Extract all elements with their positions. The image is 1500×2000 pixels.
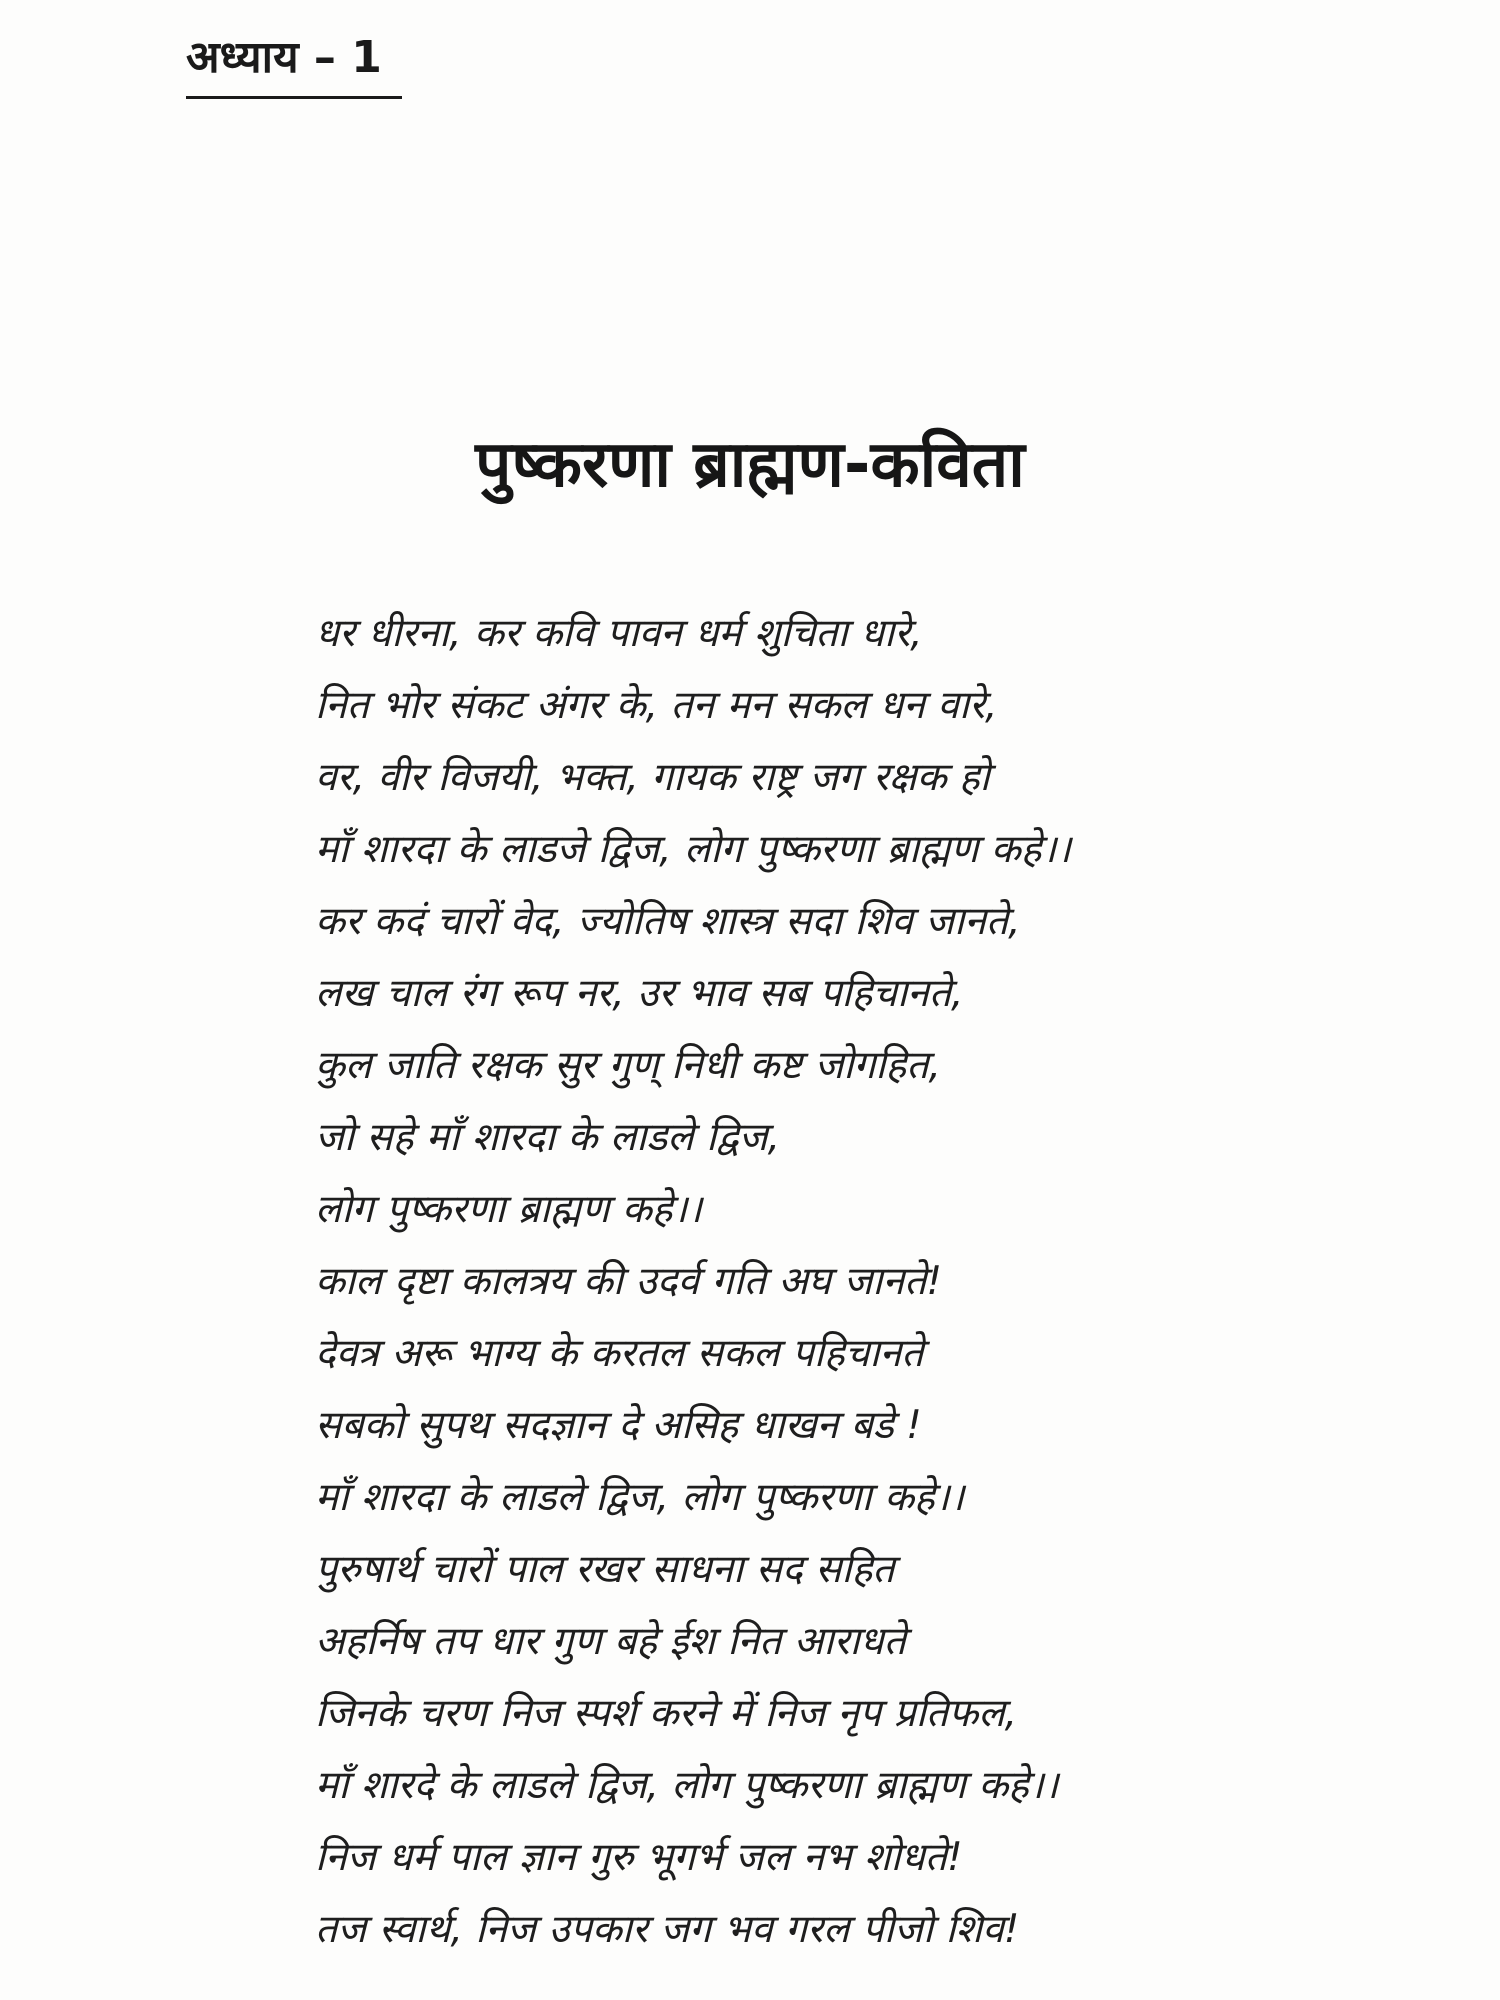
poem-line: जिनके चरण निज स्पर्श करने में निज नृप प्रतिफल,: [315, 1691, 1018, 1736]
poem-line: कुल जाति रक्षक सुर गुण् निधी कष्ट जोगहित,: [315, 1043, 941, 1088]
poem-line: पुरुषार्थ चारों पाल रखर साधना सद सहित: [315, 1547, 895, 1592]
poem-title: पुष्करणा ब्राह्मण-कविता: [475, 428, 1025, 502]
poem-line: जो सहे माँ शारदा के लाडले द्विज,: [315, 1115, 780, 1160]
poem-line: सबको सुपथ सदज्ञान दे असिह धाखन बडे !: [315, 1403, 922, 1448]
chapter-underline: [186, 96, 402, 99]
poem-line: तज स्वार्थ, निज उपकार जग भव गरल पीजो शिव!: [315, 1907, 1020, 1952]
poem-line: माँ शारदा के लाडले द्विज, लोग पुष्करणा कहे।।: [315, 1475, 965, 1520]
poem-line: देवत्र अरू भाग्य के करतल सकल पहिचानते: [315, 1331, 924, 1376]
poem-line: नित भोर संकट अंगर के, तन मन सकल धन वारे,: [315, 683, 998, 728]
poem-body: [315, 598, 1435, 1966]
poem-line: कर कदं चारों वेद, ज्योतिष शास्त्र सदा शिव जानते,: [315, 899, 1021, 944]
poem-line: अहर्निष तप धार गुण बहे ईश नित आराधते: [315, 1619, 906, 1664]
poem-line: माँ शारदे के लाडले द्विज, लोग पुष्करणा ब्राह्मण कहे।।: [315, 1763, 1059, 1808]
poem-line: निज धर्म पाल ज्ञान गुरु भूगर्भ जल नभ शोधते!: [315, 1835, 963, 1880]
poem-line: वर, वीर विजयी, भक्त, गायक राष्ट्र जग रक्षक हो: [315, 755, 990, 800]
poem-line: लख चाल रंग रूप नर, उर भाव सब पहिचानते,: [315, 971, 964, 1016]
poem-line: लोग पुष्करणा ब्राह्मण कहे।।: [315, 1187, 703, 1232]
poem-line: काल दृष्टा कालत्रय की उदर्व गति अघ जानते!: [315, 1259, 943, 1304]
chapter-label: अध्याय – 1: [186, 32, 382, 83]
poem-line: धर धीरना, कर कवि पावन धर्म शुचिता धारे,: [315, 611, 923, 656]
poem-line: माँ शारदा के लाडजे द्विज, लोग पुष्करणा ब्राह्मण कहे।।: [315, 827, 1072, 872]
